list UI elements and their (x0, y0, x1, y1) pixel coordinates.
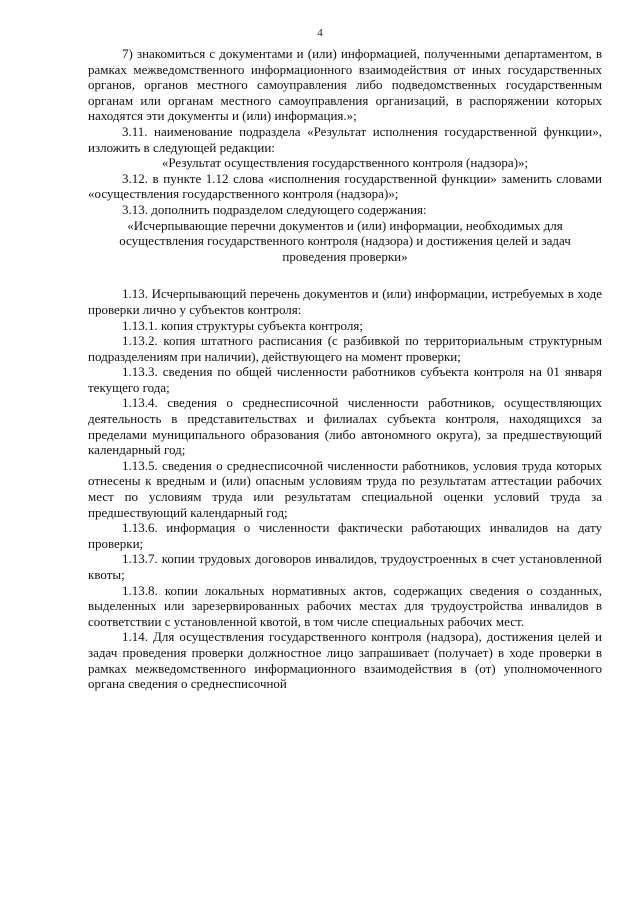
paragraph: 7) знакомиться с документами и (или) информацией, полученными департаментом, в рамках межведомственного информационного взаимодействия от иных государственных органов, органов местного самоуправления либо подведомственных государственным органам или органам местного самоуправления организаций, в распоряжении которых находятся эти документы и (или) информация.»; (88, 46, 602, 124)
paragraph: 1.13.6. информация о численности фактически работающих инвалидов на дату проверки; (88, 520, 602, 551)
paragraph: 1.13.8. копии локальных нормативных актов, содержащих сведения о созданных, выделенных или зарезервированных рабочих местах для трудоустройства инвалидов в соответствии с установленной квотой, в том числе специальных рабочих мест. (88, 582, 602, 629)
page-number: 4 (317, 27, 323, 39)
paragraph: 1.13.5. сведения о среднесписочной численности работников, условия труда которых отнесены к вредным и (или) опасным условиям труда по результатам аттестации рабочих мест по условиям труда или результатам специальной оценки условий труда за предшествующий календарный год; (88, 457, 602, 520)
document-body (88, 46, 602, 692)
paragraph: 1.13.1. копия структуры субъекта контроля; (122, 317, 363, 333)
paragraph: 3.11. наименование подраздела «Результат исполнения государственной функции», изложить в следующей редакции: (88, 123, 602, 155)
paragraph-spacer (88, 264, 602, 286)
paragraph: 3.13. дополнить подразделом следующего содержания: (122, 201, 427, 217)
paragraph: 1.14. Для осуществления государственного контроля (надзора), достижения целей и задач проведения проверки должностное лицо запрашивает (получает) в ходе проверки в рамках межведомственного информационного взаимодействия в (от) уполномоченного органа сведения о среднесписочной (88, 629, 602, 692)
centered-heading: «Результат осуществления государственного контроля (надзора)»; (161, 155, 529, 171)
paragraph: 3.12. в пункте 1.12 слова «исполнения государственной функции» заменить словами «осуществления государственного контроля (надзора)»; (88, 170, 602, 202)
paragraph: 1.13.7. копии трудовых договоров инвалидов, трудоустроенных в счет установленной квоты; (88, 551, 602, 582)
paragraph: 1.13.3. сведения по общей численности работников субъекта контроля на 01 января текущего года; (88, 364, 602, 395)
paragraph: 1.13. Исчерпывающий перечень документов и (или) информации, истребуемых в ходе проверки лично у субъектов контроля: (88, 286, 602, 317)
centered-heading: «Исчерпывающие перечни документов и (или) информации, необходимых для осуществления государственного контроля (надзора) и достижения целей и задач проведения проверки» (119, 217, 571, 264)
paragraph: 1.13.2. копия штатного расписания (с разбивкой по территориальным структурным подразделениям при наличии), действующего на момент проверки; (88, 333, 602, 364)
paragraph: 1.13.4. сведения о среднесписочной численности работников, осуществляющих деятельность в представительствах и филиалах субъекта контроля, находящихся за пределами муниципального образования (либо автономного округа), за предшествующий календарный год; (88, 395, 602, 458)
